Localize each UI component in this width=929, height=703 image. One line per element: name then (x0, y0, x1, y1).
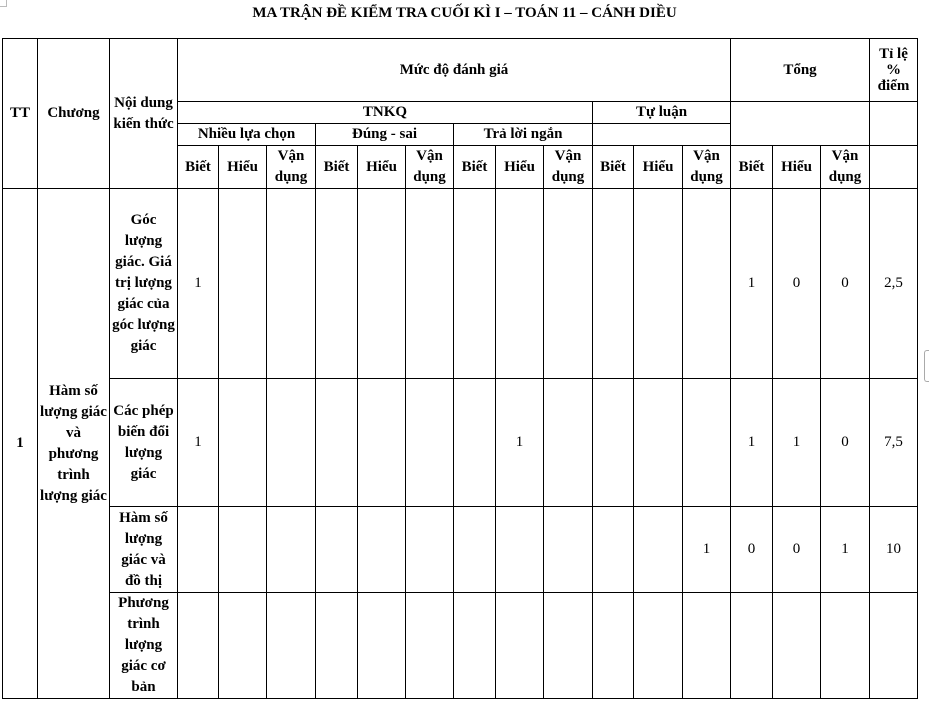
cell: 1 (821, 507, 870, 593)
cell (219, 379, 267, 507)
topic-name: Góc lượng giác. Giá trị lượng giác của góc lượng giác (110, 189, 178, 379)
cell (316, 379, 358, 507)
header-tu-luan: Tự luận (593, 102, 731, 124)
cell (267, 507, 316, 593)
level-van-dung: Vận dụng (406, 146, 454, 189)
cell (358, 189, 406, 379)
cell (544, 593, 593, 699)
cell (178, 507, 219, 593)
ti-le-cell: 7,5 (870, 379, 918, 507)
level-hieu: Hiểu (358, 146, 406, 189)
cell (406, 189, 454, 379)
cell: 1 (178, 189, 219, 379)
cell (406, 379, 454, 507)
level-biet: Biết (593, 146, 634, 189)
header-tt: TT (3, 39, 38, 189)
header-tnkq: TNKQ (178, 102, 593, 124)
cell (821, 593, 870, 699)
topic-name: Phương trình lượng giác cơ bản (110, 593, 178, 699)
cell (219, 189, 267, 379)
cell (773, 593, 821, 699)
level-van-dung: Vận dụng (821, 146, 870, 189)
cell (219, 593, 267, 699)
header-tong-blank (731, 102, 870, 146)
row-tt: 1 (3, 189, 38, 699)
cell (358, 593, 406, 699)
ti-le-cell: 2,5 (870, 189, 918, 379)
level-biet: Biết (316, 146, 358, 189)
header-tong: Tổng (731, 39, 870, 102)
level-van-dung: Vận dụng (683, 146, 731, 189)
cell (593, 507, 634, 593)
level-blank (870, 146, 918, 189)
cell: 1 (773, 379, 821, 507)
level-biet: Biết (454, 146, 496, 189)
cell (731, 593, 773, 699)
table-row (3, 507, 918, 593)
table-row (3, 379, 918, 507)
cell (634, 379, 683, 507)
header-tu-luan-blank (593, 124, 731, 146)
cell: 0 (773, 507, 821, 593)
cell: 1 (683, 507, 731, 593)
cell (316, 593, 358, 699)
cell (358, 379, 406, 507)
topic-name: Hàm số lượng giác và đồ thị (110, 507, 178, 593)
cell (544, 379, 593, 507)
cell (544, 507, 593, 593)
header-ti-le: Tỉ lệ % điểm (870, 39, 918, 102)
cell: 0 (731, 507, 773, 593)
level-hieu: Hiểu (773, 146, 821, 189)
cell (634, 593, 683, 699)
cell (316, 507, 358, 593)
cell (634, 507, 683, 593)
level-biet: Biết (731, 146, 773, 189)
header-chuong: Chương (38, 39, 110, 189)
header-muc-do: Mức độ đánh giá (178, 39, 731, 102)
cell: 0 (821, 379, 870, 507)
cell (454, 593, 496, 699)
cell (406, 593, 454, 699)
cell: 1 (731, 379, 773, 507)
ti-le-cell (870, 593, 918, 699)
cell: 0 (821, 189, 870, 379)
cell (219, 507, 267, 593)
header-tra-loi-ngan: Trả lời ngắn (454, 124, 593, 146)
cell (267, 379, 316, 507)
level-van-dung: Vận dụng (544, 146, 593, 189)
topic-name: Các phép biến đổi lượng giác (110, 379, 178, 507)
level-hieu: Hiểu (634, 146, 683, 189)
cell (593, 593, 634, 699)
cell (316, 189, 358, 379)
side-panel-handle[interactable] (924, 350, 929, 382)
exam-matrix-table (2, 38, 918, 699)
level-biet: Biết (178, 146, 219, 189)
cell (496, 189, 544, 379)
cell: 1 (496, 379, 544, 507)
cell (178, 593, 219, 699)
cell (544, 189, 593, 379)
cell (634, 189, 683, 379)
row-chuong: Hàm số lượng giác và phương trình lượng giác (38, 189, 110, 699)
cell (454, 189, 496, 379)
level-hieu: Hiểu (219, 146, 267, 189)
header-nhieu-lua-chon: Nhiều lựa chọn (178, 124, 316, 146)
header-noi-dung: Nội dung kiến thức (110, 39, 178, 189)
cell (267, 593, 316, 699)
cell: 0 (773, 189, 821, 379)
cell (496, 507, 544, 593)
cell (267, 189, 316, 379)
cell (683, 593, 731, 699)
cell (454, 379, 496, 507)
cell: 1 (731, 189, 773, 379)
cell (593, 379, 634, 507)
cell (683, 379, 731, 507)
page-title: MA TRẬN ĐỀ KIỂM TRA CUỐI KÌ I – TOÁN 11 – CÁNH DIỀU (252, 5, 677, 21)
cell: 1 (178, 379, 219, 507)
level-hieu: Hiểu (496, 146, 544, 189)
table-row (3, 593, 918, 699)
header-dung-sai: Đúng - sai (316, 124, 454, 146)
level-van-dung: Vận dụng (267, 146, 316, 189)
cell (496, 593, 544, 699)
cell (683, 189, 731, 379)
cell (358, 507, 406, 593)
cell (593, 189, 634, 379)
table-row (3, 189, 918, 379)
cell (406, 507, 454, 593)
ti-le-cell: 10 (870, 507, 918, 593)
cell (454, 507, 496, 593)
header-ti-le-blank (870, 102, 918, 146)
